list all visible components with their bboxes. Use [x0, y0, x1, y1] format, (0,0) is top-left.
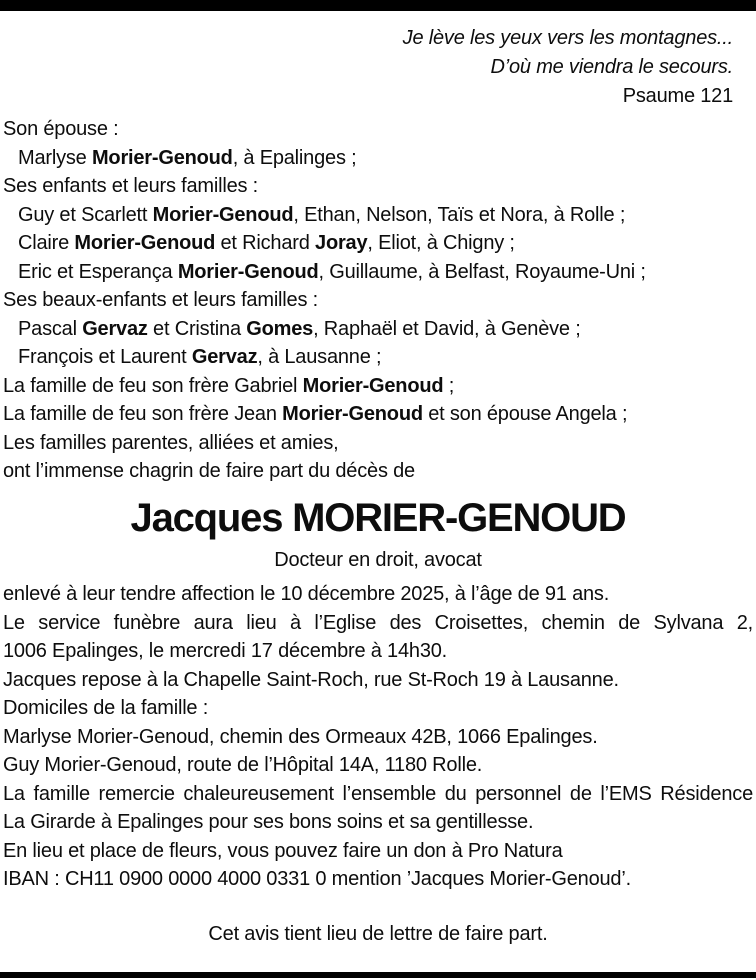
family-line-text: Les familles parentes, alliées et amies, — [3, 431, 339, 454]
family-surname-bold: Gomes — [246, 317, 314, 340]
epigraph-line-2: D’où me viendra le secours. — [490, 56, 733, 78]
family-line — [3, 258, 753, 287]
family-surname-bold: Morier-Genoud — [91, 146, 233, 169]
family-line-text: , à Lausanne ; — [257, 346, 382, 368]
body-line: En lieu et place de fleurs, vous pouvez faire un don à Pro Natura — [3, 839, 563, 862]
family-line — [3, 457, 753, 486]
family-line-text: et son épouse Angela ; — [422, 403, 628, 425]
family-line — [3, 229, 753, 258]
family-line-text: ; — [443, 374, 455, 397]
family-line-text: et Richard — [215, 232, 316, 254]
family-line-text: , à Epalinges ; — [232, 146, 357, 169]
family-line — [3, 172, 753, 201]
body-line: La Girarde à Epalinges pour ses bons soins et sa gentillesse. — [3, 811, 534, 833]
family-line-text: , Eliot, à Chigny ; — [367, 232, 515, 254]
family-line-text: et Cristina — [147, 317, 247, 340]
epigraph-line-1: Je lève les yeux vers les montagnes... — [402, 27, 733, 49]
family-line-text: La famille de feu son frère Gabriel — [3, 374, 303, 397]
family-line — [3, 115, 753, 144]
body-line: Jacques repose à la Chapelle Saint-Roch, rue St-Roch 19 à Lausanne. — [3, 668, 619, 691]
family-line — [3, 201, 753, 230]
family-line-text: Pascal — [18, 317, 83, 340]
family-surname-bold: Morier-Genoud — [74, 232, 216, 254]
family-line-text: Ses beaux-enfants et leurs familles : — [3, 289, 318, 311]
family-surname-bold: Morier-Genoud — [177, 260, 319, 283]
family-line — [3, 343, 753, 372]
family-line-text: Guy et Scarlett — [18, 203, 153, 226]
family-line-text: , Raphaël et David, à Genève ; — [313, 317, 581, 340]
deceased-title: Docteur en droit, avocat — [274, 548, 482, 571]
body-line: enlevé à leur tendre affection le 10 décembre 2025, à l’âge de 91 ans. — [3, 583, 610, 605]
family-line-text: Ses enfants et leurs familles : — [3, 175, 259, 197]
family-line-text: La famille de feu son frère Jean — [3, 403, 283, 425]
body-line: Marlyse Morier-Genoud, chemin des Ormeaux 42B, 1066 Epalinges. — [3, 725, 598, 748]
family-surname-bold: Morier-Genoud — [302, 374, 444, 397]
family-surname-bold: Morier-Genoud — [282, 403, 423, 425]
body-line: 1006 Epalinges, le mercredi 17 décembre à 14h30. — [3, 640, 448, 662]
family-line-text: Marlyse — [18, 146, 92, 169]
epigraph-attribution: Psaume 121 — [622, 85, 733, 107]
family-line-text: ont l’immense chagrin de faire part du décès de — [3, 460, 415, 482]
body-line: Domiciles de la famille : — [3, 697, 209, 719]
deceased-name: Jacques MORIER-GENOUD — [130, 495, 626, 540]
family-surname-bold: Gervaz — [82, 317, 148, 340]
family-line — [3, 315, 753, 344]
family-surname-bold: Morier-Genoud — [152, 203, 294, 226]
body-line: Guy Morier-Genoud, route de l’Hôpital 14A, 1180 Rolle. — [3, 754, 483, 776]
announcement-body — [3, 580, 753, 894]
closing-note: Cet avis tient lieu de lettre de faire part. — [208, 922, 548, 945]
family-line-text: Claire — [18, 232, 75, 254]
obituary-content — [0, 24, 756, 948]
family-surname-bold: Gervaz — [191, 346, 258, 368]
family-surname-bold: Joray — [315, 232, 368, 254]
bottom-border-rule — [0, 972, 756, 978]
family-line-text: , Guillaume, à Belfast, Royaume-Uni ; — [318, 260, 646, 283]
top-border-rule — [0, 0, 756, 11]
family-line-text: Son épouse : — [3, 118, 119, 140]
family-line-text: , Ethan, Nelson, Taïs et Nora, à Rolle ; — [293, 203, 626, 226]
family-list — [3, 115, 753, 486]
body-line: Le service funèbre aura lieu à l’Eglise des Croisettes, chemin de Sylvana 2, — [3, 611, 753, 634]
family-line — [3, 429, 753, 458]
epigraph — [3, 24, 753, 111]
family-line-text: François et Laurent — [18, 346, 192, 368]
family-line — [3, 372, 753, 401]
body-line: IBAN : CH11 0900 0000 4000 0331 0 mention ’Jacques Morier-Genoud’. — [3, 868, 631, 890]
body-line: La famille remercie chaleureusement l’ensemble du personnel de l’EMS Résidence — [3, 782, 753, 805]
family-line — [3, 144, 753, 173]
family-line — [3, 286, 753, 315]
family-line-text: Eric et Esperança — [18, 260, 178, 283]
family-line — [3, 400, 753, 429]
